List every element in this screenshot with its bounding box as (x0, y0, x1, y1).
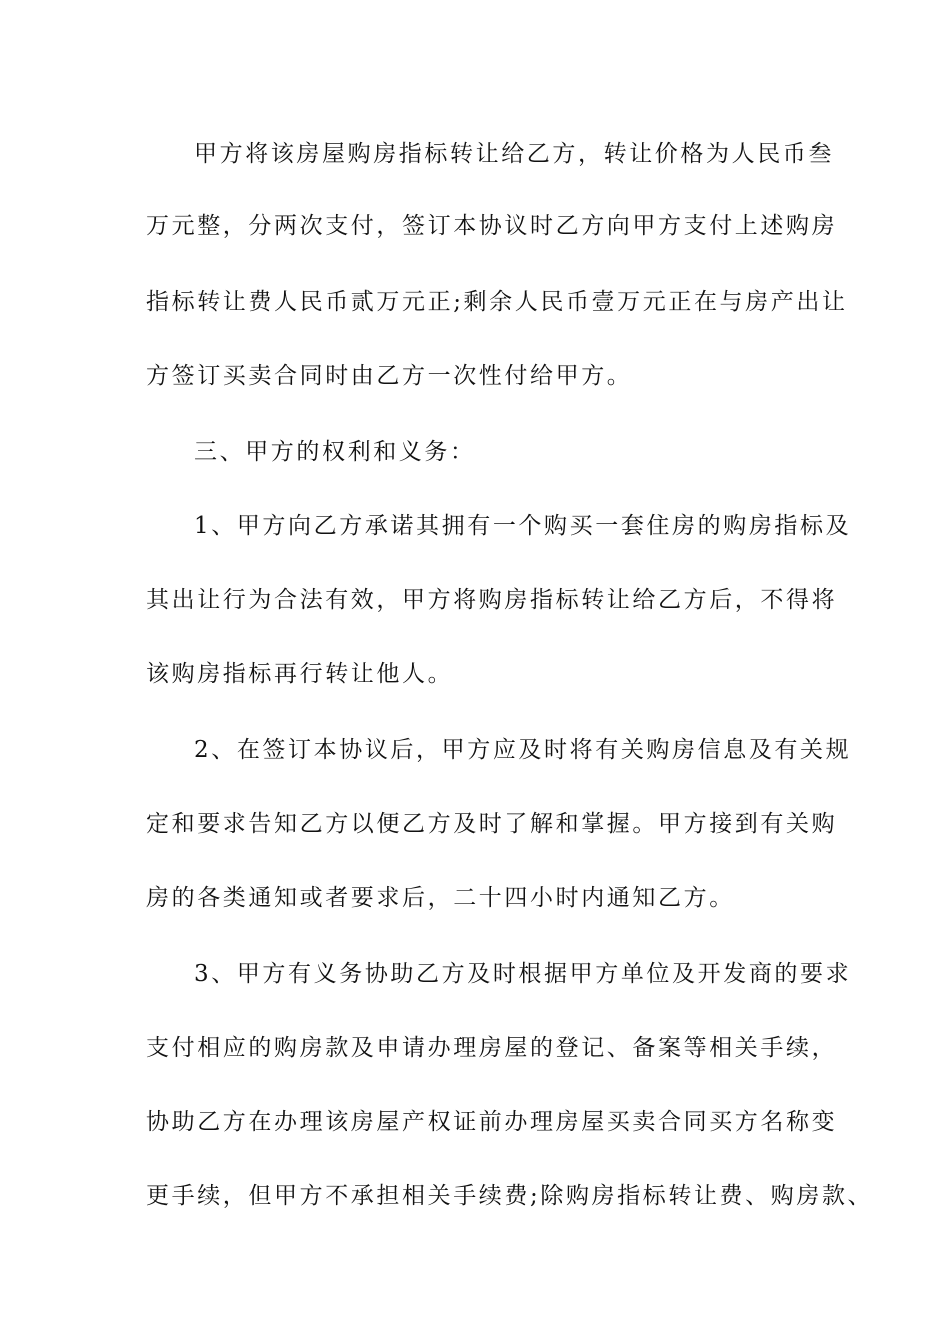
paragraph-line: 该购房指标再行转让他人。 (146, 661, 454, 687)
paragraph-line: 支付相应的购房款及申请办理房屋的登记、备案等相关手续， (146, 1035, 838, 1061)
paragraph-line: 定和要求告知乙方以便乙方及时了解和掌握。甲方接到有关购 (146, 811, 838, 837)
paragraph-line: 更手续，但甲方不承担相关手续费;除购房指标转让费、购房款、 (146, 1183, 874, 1209)
paragraph-line: 甲方将该房屋购房指标转让给乙方，转让价格为人民币叁 (194, 141, 834, 167)
section-heading: 三、甲方的权利和义务： (194, 439, 476, 465)
paragraph-line: 其出让行为合法有效，甲方将购房指标转让给乙方后，不得将 (146, 587, 838, 613)
paragraph-line: 2、在签订本协议后，甲方应及时将有关购房信息及有关规 (194, 737, 852, 763)
paragraph-line: 房的各类通知或者要求后，二十四小时内通知乙方。 (146, 885, 735, 911)
paragraph-line: 1、甲方向乙方承诺其拥有一个购买一套住房的购房指标及 (194, 513, 852, 539)
paragraph-line: 指标转让费人民币贰万元正;剩余人民币壹万元正在与房产出让 (146, 289, 848, 315)
paragraph-line: 协助乙方在办理该房屋产权证前办理房屋买卖合同买方名称变 (146, 1109, 838, 1135)
paragraph-line: 万元整，分两次支付，签订本协议时乙方向甲方支付上述购房 (146, 213, 838, 239)
paragraph-line: 方签订买卖合同时由乙方一次性付给甲方。 (146, 363, 633, 389)
paragraph-line: 3、甲方有义务协助乙方及时根据甲方单位及开发商的要求 (194, 961, 852, 987)
